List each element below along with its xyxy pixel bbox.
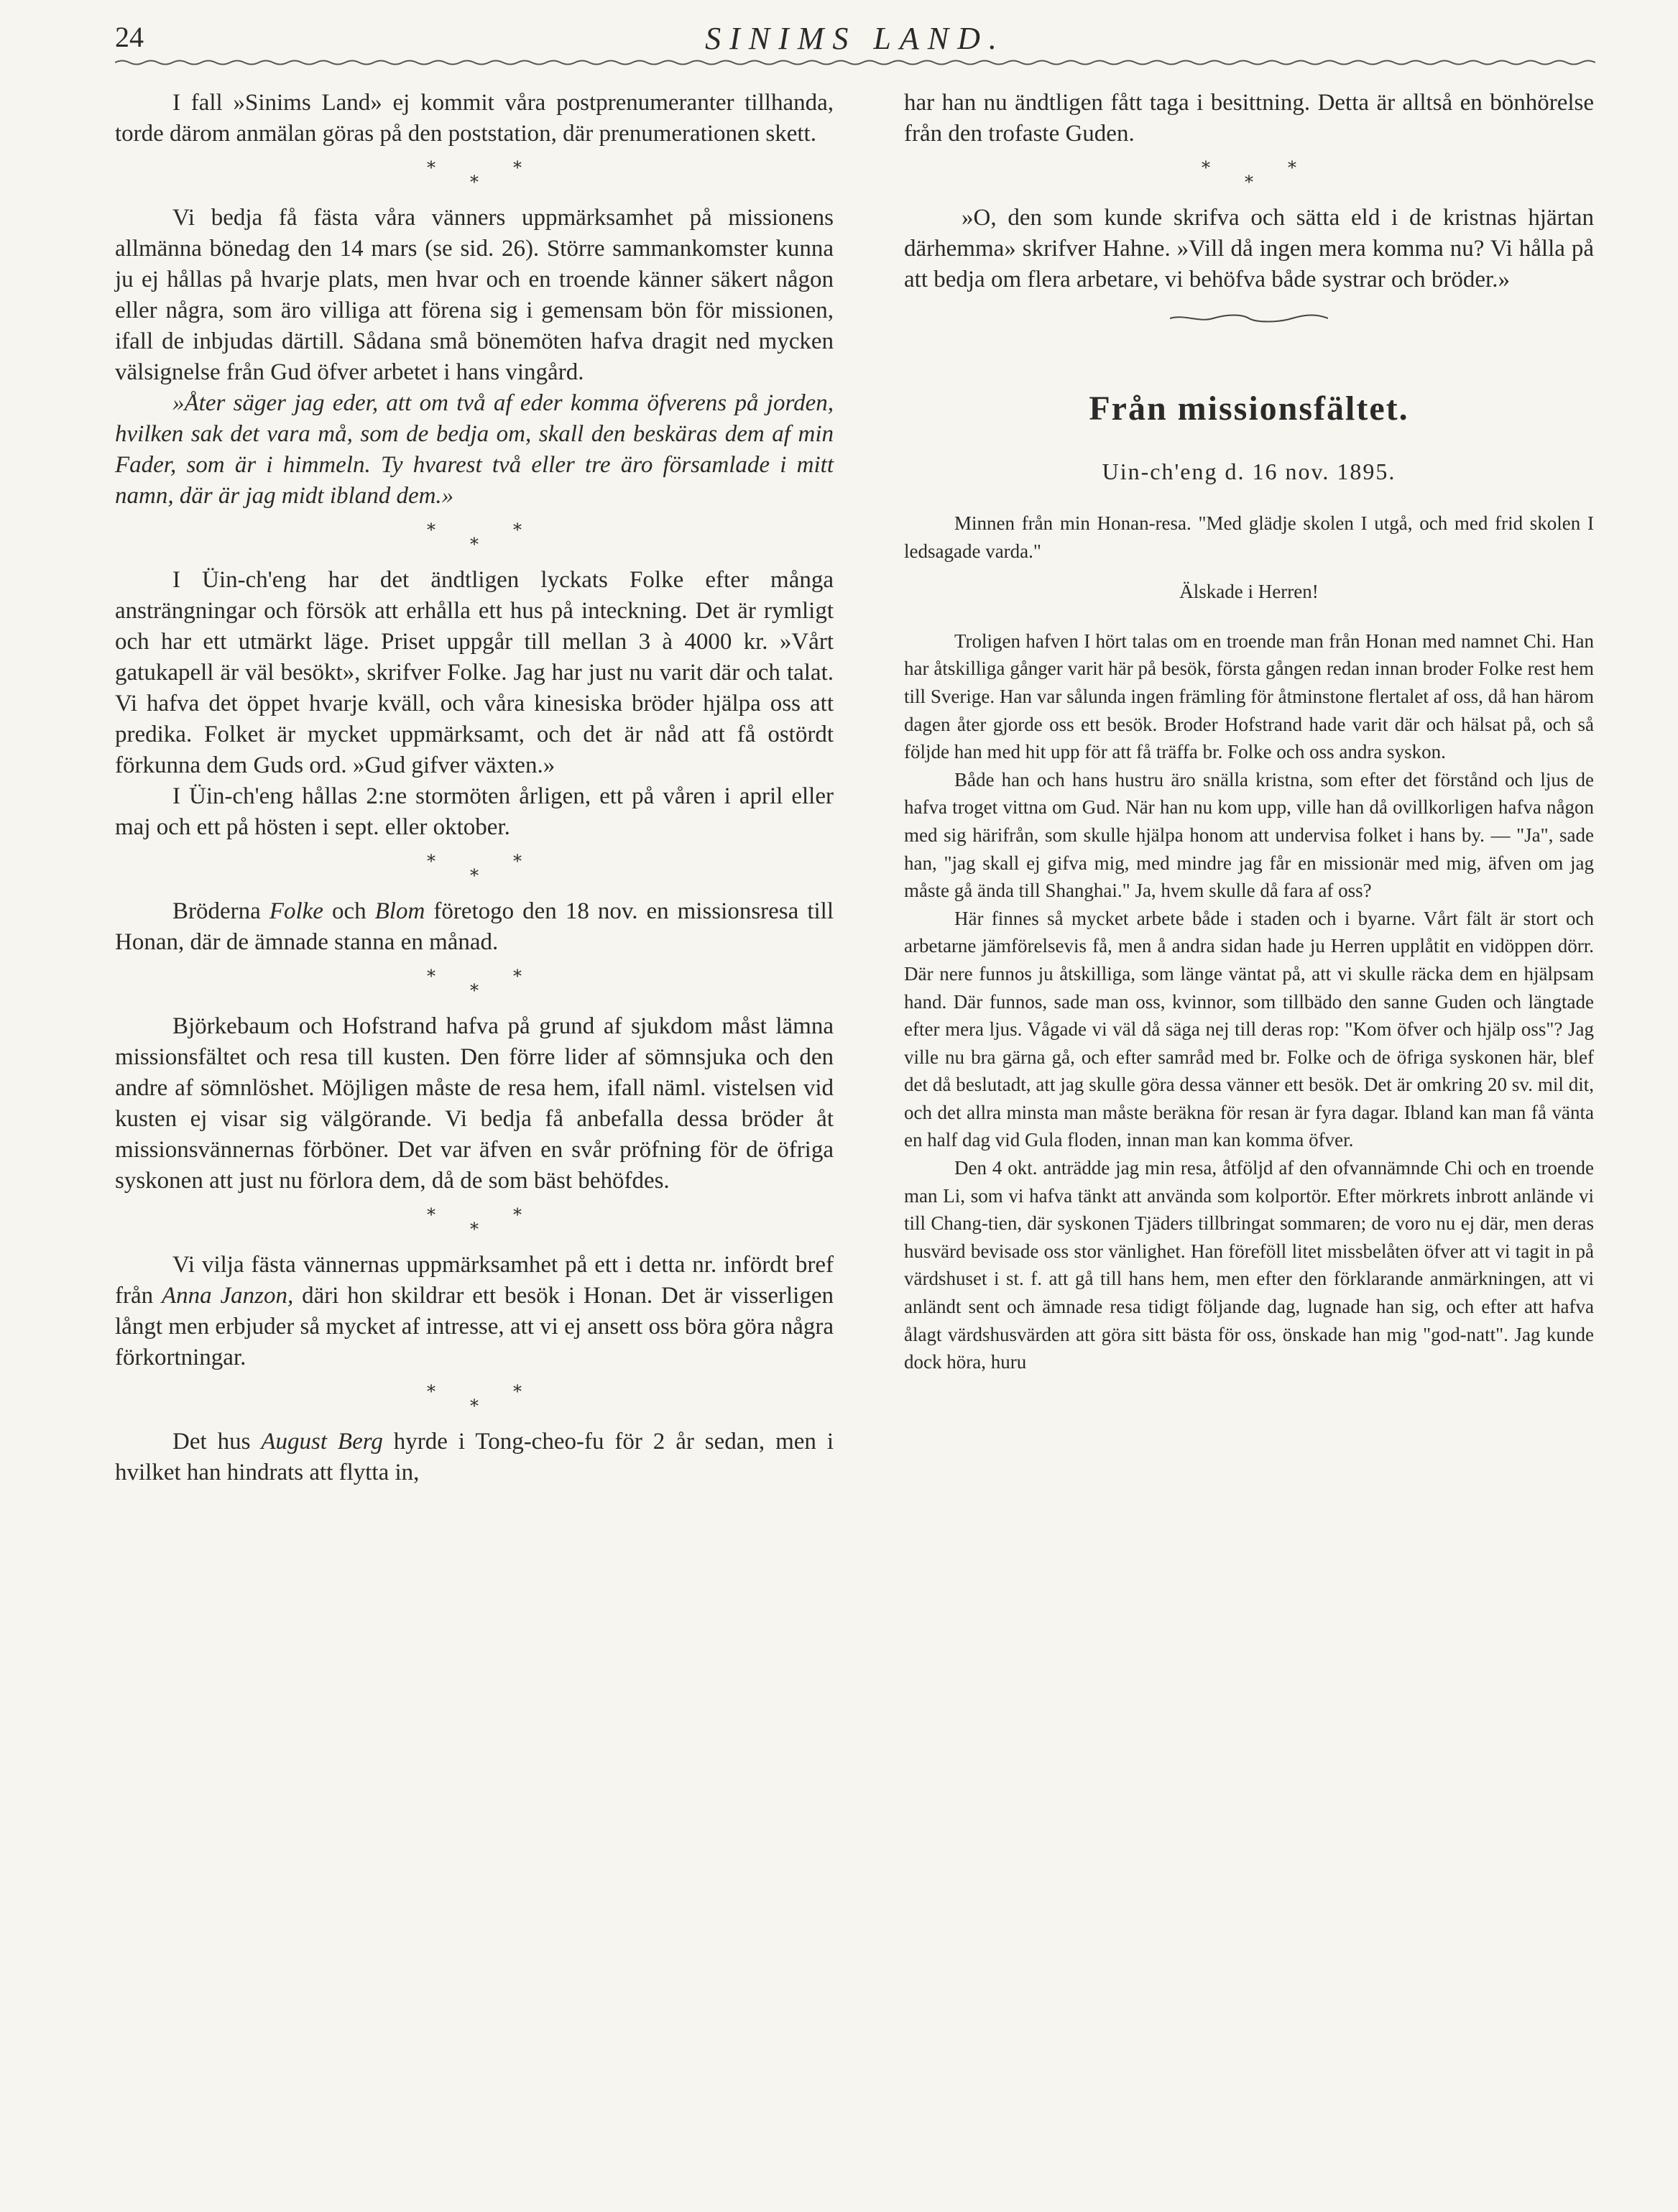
text: Bröderna (172, 898, 269, 924)
paragraph (115, 1250, 834, 1373)
text: Vi vilja fästa vännernas uppmärksamhet på ett i detta nr. infördt bref från (115, 1252, 834, 1309)
page-number: 24 (115, 21, 144, 53)
asterism: ⁎⁎⁎ (427, 1201, 522, 1234)
scripture-quote: »Åter säger jag eder, att om två af eder komma öfverens på jorden, hvilken sak det vara må, som de bedja om, skall den beskäras dem af min Fader, som är i himmeln. Ty hvarest två eller tre äro församlade i mitt namn, där är jag midt ibland dem.» (115, 390, 834, 509)
page-header (115, 20, 1595, 63)
paragraph: »O, den som kunde skrifva och sätta eld i de kristnas hjärtan därhemma» skrifver Hahne. »Vill då ingen mera komma nu? Vi hålla på att bedja om flera arbetare, vi behöfva både systrar och bröder.» (904, 205, 1594, 292)
right-column-top (904, 88, 1594, 295)
paragraph: har han nu ändtligen fått taga i besittning. Detta är alltså en bönhörelse från den trofaste Guden. (904, 90, 1594, 147)
asterism: ⁎⁎⁎ (427, 516, 522, 549)
letter-dateline: Uin-ch'eng d. 16 nov. 1895. (1102, 458, 1396, 484)
asterism: ⁎⁎⁎ (427, 847, 522, 880)
person-name: Folke (269, 898, 323, 924)
asterism: ⁎⁎⁎ (427, 154, 522, 187)
right-column (904, 88, 1594, 1376)
letter-intro: Minnen från min Honan-resa. "Med glädje skolen I utgå, och med frid skolen I ledsagade varda." (904, 512, 1594, 562)
paragraph (115, 1427, 834, 1488)
paragraph: Björkebaum och Hofstrand hafva på grund af sjukdom måst lämna missionsfältet och resa till kusten. Den förre lider af sömnsjuka och den andre af sömnlöshet. Möjligen måste de resa hem, ifall näml. vistelsen vid kusten ej visar sig välgörande. Vi bedja få anbefalla dessa bröder åt missionsvännernas förböner. Det var äfven en svår pröfning för de öfriga syskonen att just nu förlora dem, då de som bäst behöfdes. (115, 1013, 834, 1194)
text: hyrde i Tong-cheo-fu för 2 år sedan, men i hvilket han hindrats att flytta in, (115, 1429, 834, 1485)
person-name: Anna Janzon, (161, 1283, 294, 1309)
letter-greeting: Älskade i Herren! (1179, 581, 1319, 603)
running-title: SINIMS LAND. (705, 21, 1005, 56)
paragraph (115, 896, 834, 958)
section-divider-flourish (1170, 313, 1328, 324)
paragraph: Den 4 okt. anträdde jag min resa, åtföljd af den ofvannämnde Chi och en troende man Li, som vi hafva tänkt att använda som kolportör. Efter mörkrets inbrott anlände vi till Chang-tien, där syskonen Tjäders tillbringat sommaren; de voro nu ej där, men deras husvärd bevisade oss stor vänlighet. Han föreföll litet missbelåten öfver att vi tagit in på värdshuset i st. f. att gå till hans hem, men efter den förklarande anmärkningen, att vi anländt sent och ämnade resa tidigt följande dag, lugnade han sig, och efter att hafva ålagt värdshusvärden att göra sitt bästa för oss, önskade han mig "god-natt". Jag kunde dock höra, huru (904, 1157, 1594, 1373)
left-column (115, 88, 834, 1488)
paragraph: Vi bedja få fästa våra vänners uppmärksamhet på missionens allmänna bönedag den 14 mars (se sid. 26). Större sammankomster kunna ju ej hållas på hvarje plats, men hvar och en troende känner säkert någon eller några, som äro villiga att förena sig i gemensam bön för missionen, ifall de inbjudas därtill. Sådana små bönemöten hafva dragit ned mycken välsignelse från Gud öfver arbetet i hans vingård. (115, 205, 834, 385)
asterism: ⁎⁎⁎ (1202, 154, 1296, 187)
letter-body (904, 510, 1594, 1376)
paragraph: I Üin-ch'eng har det ändtligen lyckats Folke efter många ansträngningar och försök att erhålla ett hus på inteckning. Det är rymligt och har ett utmärkt läge. Priset uppgår till mellan 3 à 4000 kr. »Vårt gatukapell är väl besökt», skrifver Folke. Jag har just nu varit där och talat. Vi hafva det öppet hvarje kväll, och våra kinesiska bröder hjälpa oss att predika. Folket är mycket uppmärksamt, och det är nåd att få ostördt förkunna dem Guds ord. »Gud gifver växten.» (115, 567, 834, 778)
text: däri hon skildrar ett besök i Honan. Det är visserligen långt men erbjuder så mycket af intresse, att vi ej ansett oss böra göra några förkortningar. (115, 1283, 834, 1370)
person-name: August Berg (261, 1429, 383, 1455)
asterism: ⁎⁎⁎ (427, 962, 522, 995)
text: Det hus (172, 1429, 262, 1455)
header-rule (115, 59, 1595, 66)
paragraph: I Üin-ch'eng hållas 2:ne stormöten årligen, ett på våren i april eller maj och ett på hösten i sept. eller oktober. (115, 783, 834, 840)
paragraph: Här finnes så mycket arbete både i staden och i byarne. Vårt fält är stort och arbetarne jämförelsevis få, men å andra sidan hade ju Herren upplåtit en vidöppen dörr. Där nere funnos ju åtskilliga, som länge väntat på, att vi skulle räcka dem en hjälpsam hand. Där funnos, sade man oss, kvinnor, som tillbädo den sanne Guden och längtade efter mera ljus. Vågade vi väl då säga nej till deras rop: "Kom öfver och hjälp oss"? Jag ville nu bra gärna gå, och efter samråd med br. Folke och de öfriga syskonen här, blef det då beslutadt, att jag skulle göra dessa vänner ett besök. Det är omkring 20 sv. mil dit, och det allra minsta man måste beräkna för resan är fyra dagar. Ibland kan man få vänta en half dag vid Gula floden, innan man kan komma öfver. (904, 907, 1594, 1151)
asterism: ⁎⁎⁎ (427, 1378, 522, 1411)
text: och (323, 898, 375, 924)
paragraph: Både han och hans hustru äro snälla kristna, som efter det förstånd och ljus de hafva troget vittna om Gud. När han nu kom upp, ville han då ovillkorligen hafva någon med sig härifrån, som skulle hjälpa honom att undervisa folket i hans by. — "Ja", sade han, "jag skall ej gifva mig, med mindre jag får en missionär med mig, äfven om jag måste gå ända till Shanghai." Ja, hvem skulle då fara af oss? (904, 768, 1594, 902)
section-title: Från missionsfältet. (1089, 390, 1409, 428)
paragraph: I fall »Sinims Land» ej kommit våra postprenumeranter tillhanda, torde därom anmälan göras på den poststation, där prenumerationen skett. (115, 90, 834, 147)
person-name: Blom (374, 898, 425, 924)
text: företogo den 18 nov. en missionsresa till Honan, där de ämnade stanna en månad. (115, 898, 834, 955)
paragraph: Troligen hafven I hört talas om en troende man från Honan med namnet Chi. Han har åtskilliga gånger varit här på besök, första gången redan innan broder Folke rest hem till Sverige. Han var sålunda ingen främling för åtminstone flertalet af oss, då han härom dagen åter gjorde oss ett besök. Broder Hofstrand hade varit där och hälsat på, och så följde han med hit upp för att få träffa br. Folke och oss andra syskon. (904, 630, 1594, 763)
